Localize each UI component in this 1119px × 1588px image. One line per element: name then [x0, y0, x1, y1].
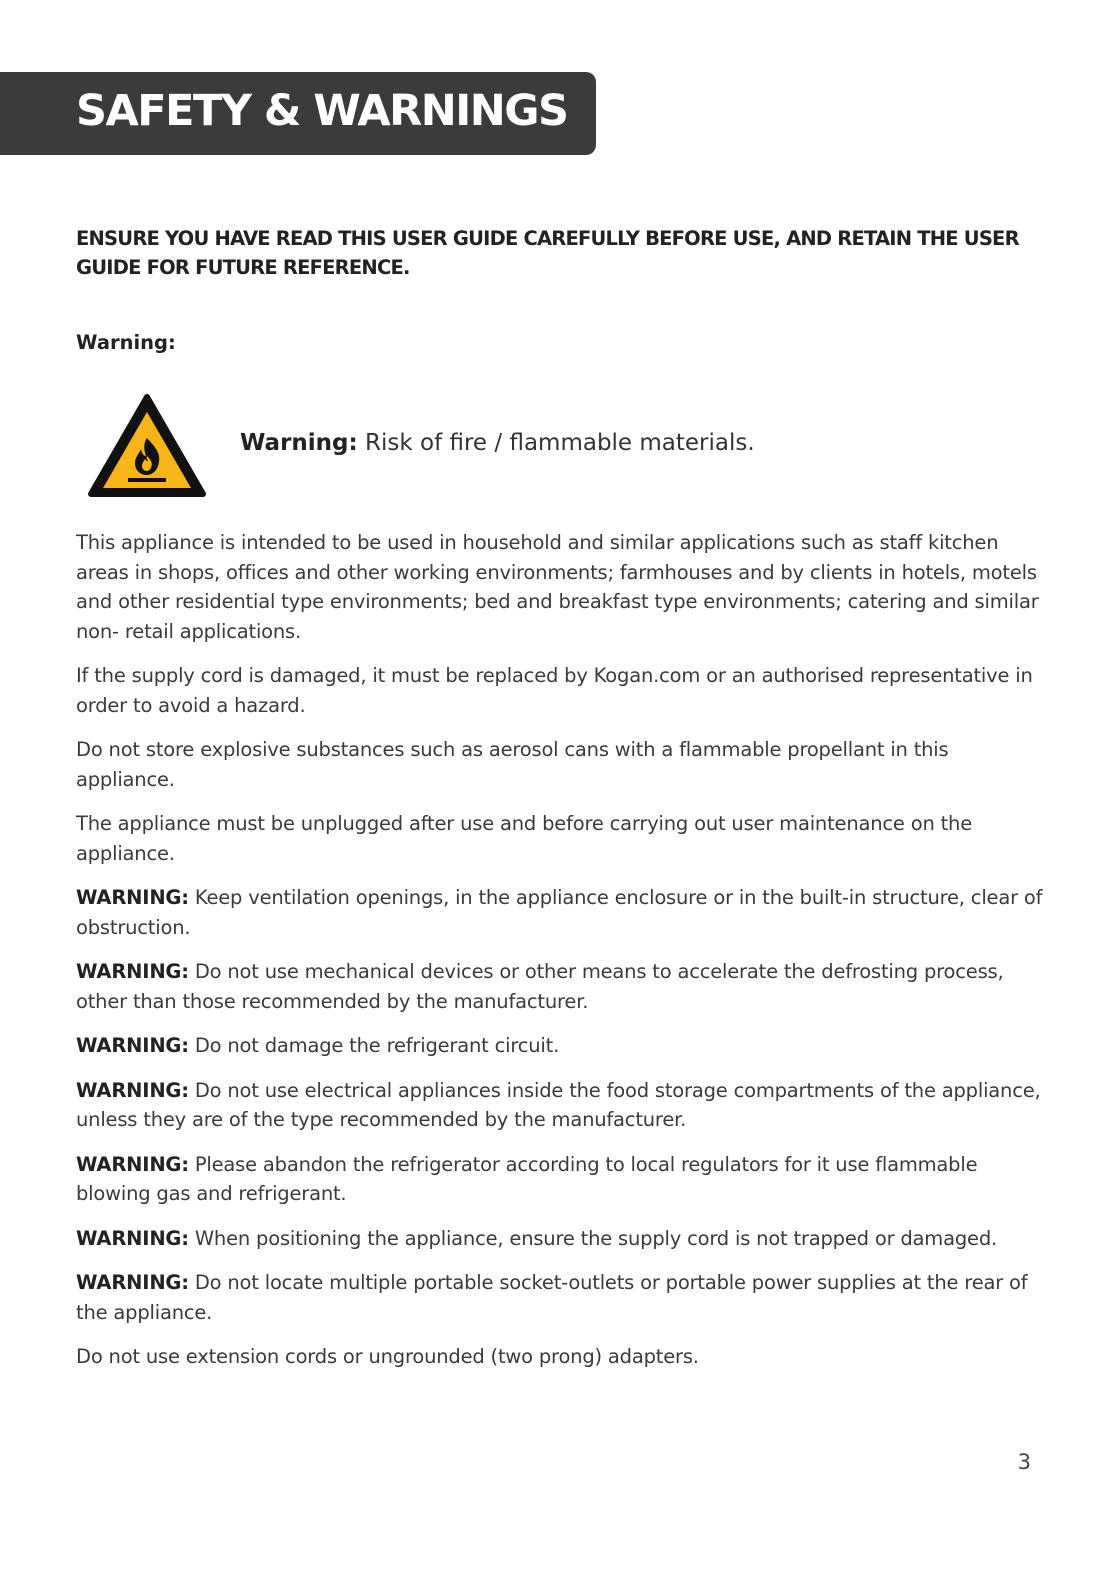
paragraph-text: Do not store explosive substances such as aerosol cans with a flammable propellant in this appliance. [76, 738, 949, 791]
warning-paragraph [76, 883, 1048, 942]
paragraph-text: When positioning the appliance, ensure the supply cord is not trapped or damaged. [194, 1226, 998, 1250]
paragraph-text: If the supply cord is damaged, it must be replaced by Kogan.com or an authorised representative in order to avoid a hazard. [76, 664, 1033, 717]
warning-lead: WARNING: [76, 886, 189, 909]
hazard-statement [240, 430, 755, 456]
paragraph-text: This appliance is intended to be used in household and similar applications such as staff kitchen areas in shops, offices and other working environments; farmhouses and by clients in hotels, motels and other residential type environments; bed and breakfast type environments; catering and similar non- retail applications. [76, 531, 1039, 643]
safety-paragraph [76, 809, 1048, 868]
paragraph-text: Do not use electrical appliances inside the food storage compartments of the appliance, unless they are of the type recommended by the manufacturer. [76, 1078, 1041, 1131]
warning-lead: WARNING: [76, 1078, 189, 1102]
warning-lead: WARNING: [76, 1226, 189, 1250]
warning-lead: WARNING: [76, 960, 189, 983]
flammable-warning-icon [86, 392, 208, 500]
page-title: SAFETY & WARNINGS [76, 86, 568, 136]
safety-paragraph [76, 661, 1048, 720]
hazard-label: Warning: [240, 430, 358, 456]
warning-paragraph [76, 1031, 1048, 1061]
paragraph-text: Please abandon the refrigerator according to local regulators for it use flammable blowing gas and refrigerant. [76, 1152, 978, 1205]
intro-notice: ENSURE YOU HAVE READ THIS USER GUIDE CAREFULLY BEFORE USE, AND RETAIN THE USER GUIDE FOR FUTURE REFERENCE. [76, 227, 1019, 279]
paragraph-text: The appliance must be unplugged after use and before carrying out user maintenance on the appliance. [76, 812, 973, 865]
warning-lead: WARNING: [76, 1271, 189, 1294]
warning-lead: WARNING: [76, 1034, 189, 1057]
warning-paragraph [76, 1224, 1048, 1254]
warning-paragraph [76, 1268, 1048, 1327]
paragraph-text: Do not damage the refrigerant circuit. [194, 1034, 560, 1057]
safety-paragraph-list [76, 528, 1048, 1387]
safety-paragraph [76, 1342, 1048, 1372]
paragraph-text: Do not use extension cords or ungrounded (two prong) adapters. [76, 1345, 699, 1368]
warning-paragraph [76, 1150, 1048, 1209]
warning-paragraph [76, 1076, 1048, 1135]
paragraph-text: Do not locate multiple portable socket-outlets or portable power supplies at the rear of the appliance. [76, 1271, 1028, 1324]
paragraph-text: Do not use mechanical devices or other means to accelerate the defrosting process, other than those recommended by the manufacturer. [76, 960, 1004, 1013]
warning-heading: Warning: [76, 331, 176, 354]
paragraph-text: Keep ventilation openings, in the appliance enclosure or in the built-in structure, clear of obstruction. [76, 886, 1043, 939]
safety-paragraph [76, 735, 1048, 794]
section-header-band [0, 72, 596, 155]
safety-paragraph [76, 528, 1048, 646]
warning-lead: WARNING: [76, 1152, 189, 1176]
warning-paragraph [76, 957, 1048, 1016]
hazard-description: Risk of fire / flammable materials. [365, 430, 755, 456]
page-number: 3 [1017, 1450, 1031, 1474]
